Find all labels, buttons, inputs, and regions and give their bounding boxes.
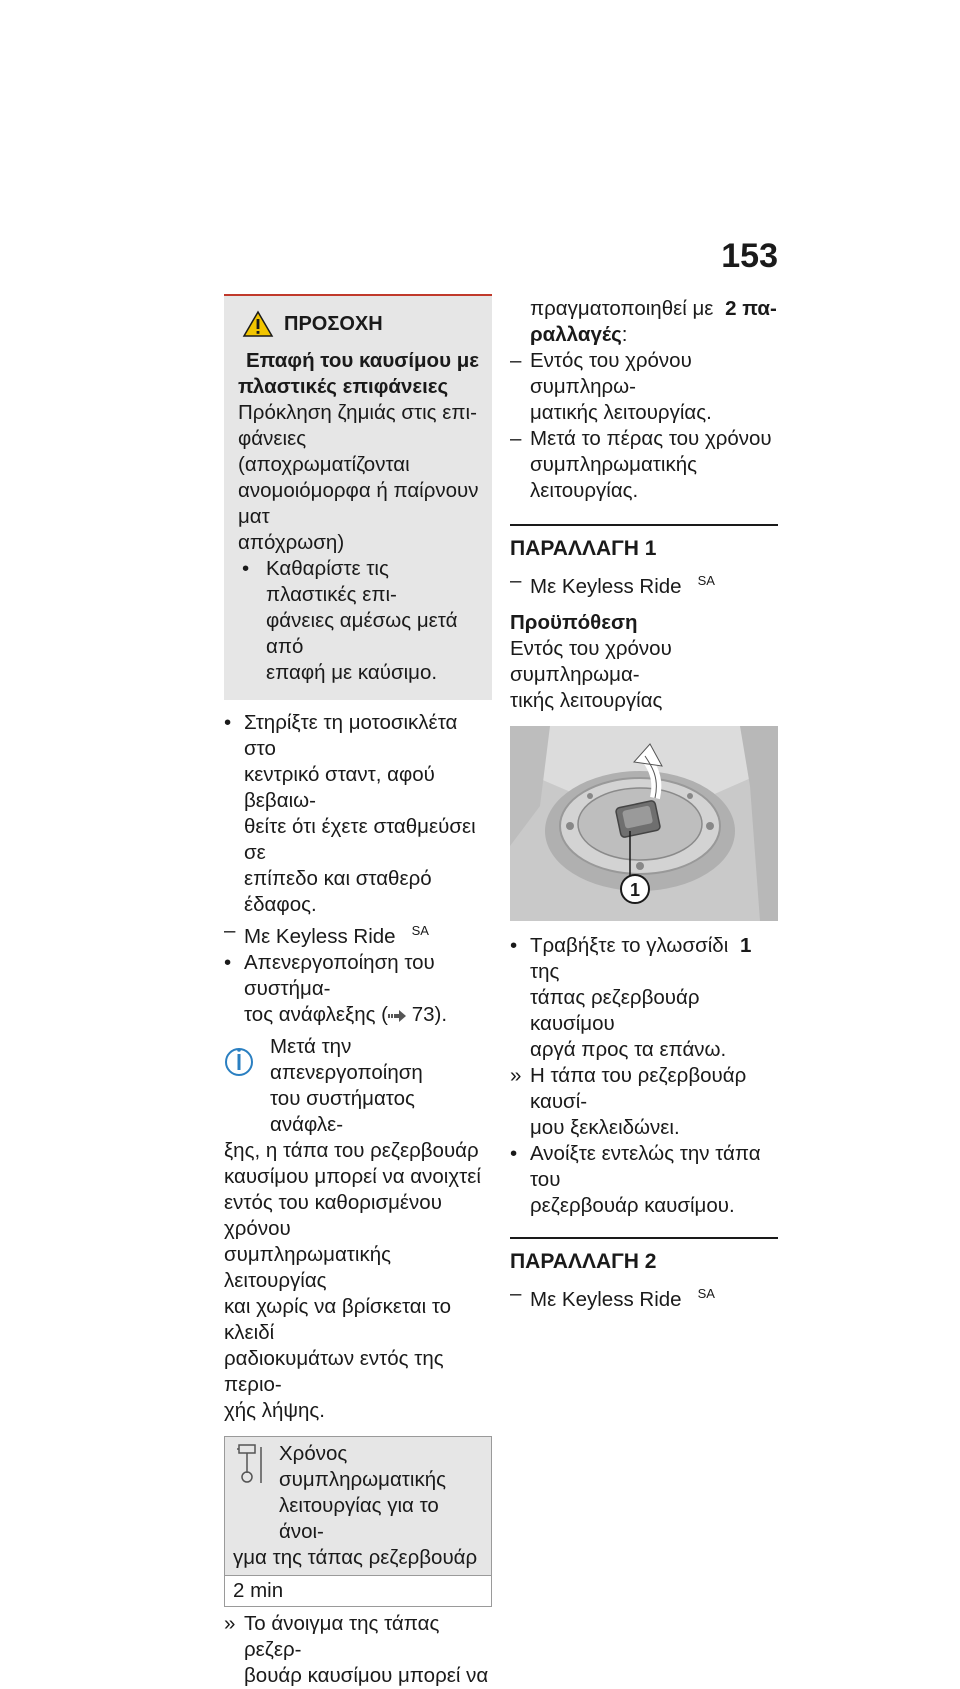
- variants-count: 2 πα-: [725, 297, 777, 320]
- result-unlocked: [510, 1063, 778, 1141]
- spec-table-value: 2 min: [225, 1575, 491, 1606]
- step-line: Στηρίξτε τη μοτοσικλέτα στο: [244, 711, 458, 760]
- fuel-cap-photo: [510, 726, 778, 921]
- precondition-line: Εντός του χρόνου συμπληρωμα-: [510, 637, 672, 686]
- option-after-time: [510, 426, 778, 504]
- colon: :: [621, 323, 628, 346]
- warning-bullet-line: Καθαρίστε τις πλαστικές επι-: [266, 557, 397, 606]
- dash-marker: –: [510, 1282, 522, 1305]
- step-support-motorcycle: [224, 710, 492, 918]
- dash-marker: –: [510, 427, 522, 450]
- step-line: Απενεργοποίηση του συστήμα-: [244, 951, 435, 1000]
- sa-badge: SA: [697, 573, 715, 588]
- warning-header: [242, 310, 480, 338]
- info-line: χής λήψης.: [224, 1399, 325, 1422]
- keyless-ride-option: [510, 568, 778, 600]
- result-marker: »: [224, 1612, 236, 1635]
- page-reference[interactable]: 73).: [411, 1003, 448, 1026]
- tab-number: 1: [739, 934, 752, 957]
- warning-heading-line2: πλαστικές επιφάνειες: [238, 375, 449, 398]
- result-line: Το άνοιγμα της τάπας ρεζερ-: [244, 1612, 440, 1661]
- sa-badge: SA: [411, 923, 429, 938]
- info-note: [224, 1034, 492, 1424]
- info-icon: [224, 1038, 254, 1082]
- photo-callout-1: 1: [629, 880, 641, 900]
- spec-table-label: γμα της τάπας ρεζερβουάρ: [233, 1546, 478, 1569]
- continuation-line: [510, 296, 778, 322]
- dash-marker: –: [224, 919, 236, 942]
- option-line: Μετά το πέρας του χρόνου: [530, 427, 772, 450]
- bullet-marker: •: [510, 934, 518, 957]
- page-number: 153: [721, 237, 778, 275]
- keyless-label: Με Keyless Ride: [244, 925, 396, 948]
- result-line: βουάρ καυσίμου μπορεί να: [244, 1664, 489, 1687]
- step-line: τος ανάφλεξης (: [244, 1003, 389, 1026]
- variant-1-heading: ΠΑΡΑΛΛΑΓΗ 1: [510, 524, 778, 562]
- info-line: εντός του καθορισμένου χρόνου: [224, 1191, 442, 1240]
- info-line: συμπληρωματικής λειτουργίας: [224, 1243, 391, 1292]
- bullet-marker: •: [510, 1142, 518, 1165]
- option-line: συμπληρωματικής λειτουργίας.: [530, 453, 697, 502]
- continuation-text: πραγματοποιηθεί με: [530, 297, 714, 320]
- result-line: μου ξεκλειδώνει.: [530, 1116, 680, 1139]
- spec-table-header: [225, 1437, 491, 1575]
- result-line: Η τάπα του ρεζερβουάρ καυσί-: [530, 1064, 747, 1113]
- step-line: τάπας ρεζερβουάρ καυσίμου: [530, 986, 700, 1035]
- warning-bullet: [238, 556, 480, 686]
- step-line: θείτε ότι έχετε σταθμεύσει σε: [244, 815, 476, 864]
- page-reference-arrow-icon: [388, 1010, 406, 1022]
- variants-word: ραλλαγές: [530, 323, 622, 346]
- info-line: και χωρίς να βρίσκεται το κλειδί: [224, 1295, 452, 1344]
- result-opening: [224, 1611, 492, 1689]
- step-line: της: [530, 960, 560, 983]
- step-pull-tab: [510, 933, 778, 1063]
- bullet-marker: •: [242, 557, 250, 580]
- bullet-marker: •: [224, 951, 232, 974]
- spec-table: [224, 1436, 492, 1607]
- keyless-label: Με Keyless Ride: [530, 1288, 682, 1311]
- warning-body-line: ανομοιόμορφα ή παίρνουν ματ: [238, 479, 479, 528]
- keyless-label: Με Keyless Ride: [530, 575, 682, 598]
- precondition-title: Προϋπόθεση: [510, 611, 638, 634]
- step-open-cap: [510, 1141, 778, 1219]
- step-line: αργά προς τα επάνω.: [530, 1038, 727, 1061]
- left-column: [224, 294, 492, 1689]
- step-line: επίπεδο και σταθερό έδαφος.: [244, 867, 432, 916]
- step-line: Ανοίξτε εντελώς την τάπα του: [530, 1142, 761, 1191]
- timer-icon: [235, 1443, 269, 1487]
- sa-badge: SA: [697, 1286, 715, 1301]
- step-line: ρεζερβουάρ καυσίμου.: [530, 1194, 735, 1217]
- keyless-ride-option: [224, 918, 492, 950]
- info-line: ξης, η τάπα του ρεζερβουάρ: [224, 1139, 479, 1162]
- step-ignition-off: [224, 950, 492, 1028]
- result-marker: »: [510, 1064, 522, 1087]
- right-column: [510, 296, 778, 1313]
- step-line: Τραβήξτε το γλωσσίδι: [530, 934, 729, 957]
- dash-marker: –: [510, 569, 522, 592]
- warning-bullet-line: επαφή με καύσιμο.: [266, 661, 438, 684]
- spec-table-label: λειτουργίας για το άνοι-: [279, 1494, 439, 1543]
- warning-label: ΠΡΟΣΟΧΗ: [284, 313, 383, 335]
- info-line: Μετά την απενεργοποίηση: [270, 1035, 423, 1084]
- warning-triangle-icon: [242, 310, 274, 338]
- warning-box: [224, 294, 492, 700]
- precondition-line: τικής λειτουργίας: [510, 689, 663, 712]
- warning-body-line: φάνειες (αποχρωματίζονται: [238, 427, 410, 476]
- info-line: καυσίμου μπορεί να ανοιχτεί: [224, 1165, 481, 1188]
- option-line: Εντός του χρόνου συμπληρω-: [530, 349, 692, 398]
- warning-bullet-line: φάνειες αμέσως μετά από: [266, 609, 458, 658]
- dash-marker: –: [510, 349, 522, 372]
- info-line: του συστήματος ανάφλε-: [270, 1087, 415, 1136]
- variant-2-heading: ΠΑΡΑΛΛΑΓΗ 2: [510, 1237, 778, 1275]
- warning-body-line: Πρόκληση ζημιάς στις επι-: [238, 401, 477, 424]
- warning-heading-line1: Επαφή του καυσίμου με: [246, 349, 479, 372]
- continuation-line: [510, 322, 778, 348]
- info-line: ραδιοκυμάτων εντός της περιο-: [224, 1347, 444, 1396]
- option-line: ματικής λειτουργίας.: [530, 401, 712, 424]
- step-line: κεντρικό σταντ, αφού βεβαιω-: [244, 763, 435, 812]
- keyless-ride-option: [510, 1281, 778, 1313]
- option-within-time: [510, 348, 778, 426]
- warning-body-line: απόχρωση): [238, 531, 345, 554]
- bullet-marker: •: [224, 711, 232, 734]
- spec-table-label: Χρόνος συμπληρωματικής: [279, 1442, 446, 1491]
